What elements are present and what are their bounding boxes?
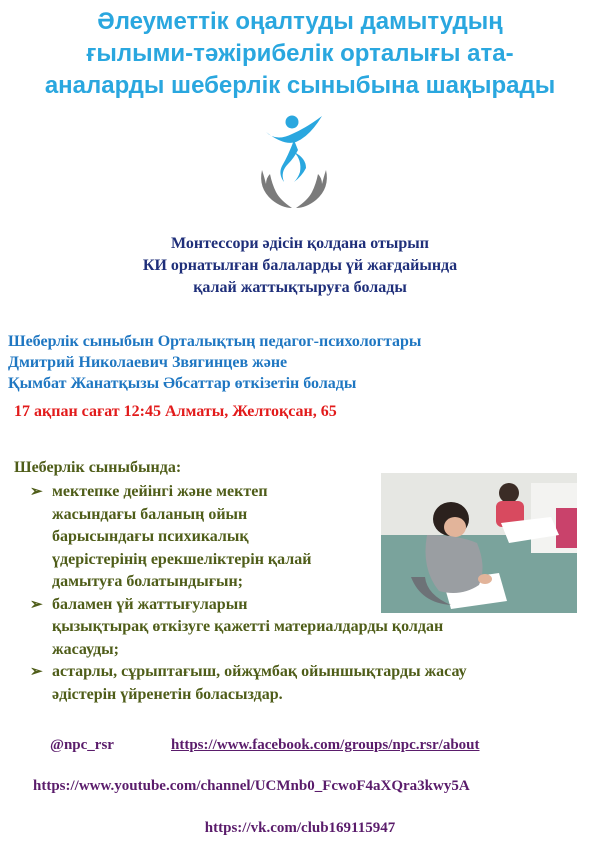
title-line: аналарды шеберлік сыныбына шақырады (44, 72, 556, 99)
youtube-link[interactable]: https://www.youtube.com/channel/UCMnb0_FcwoF4aXQra3kwy5A (33, 778, 470, 794)
vk-link[interactable]: https://vk.com/club169115947 (204, 820, 396, 836)
list-item-line: қызықтырақ өткізуге қажетті материалдарды қолдан (52, 618, 444, 635)
event-details: 17 ақпан сағат 12:45 Алматы, Желтоқсан, 65 (14, 403, 337, 420)
arrow-bullet-icon: ➢ (30, 664, 43, 680)
title-line: Әлеуметтік оңалтуды дамытудың (97, 8, 503, 35)
person-in-hands-icon (254, 112, 334, 217)
logo-head (286, 116, 299, 129)
list-item-line: астарлы, сұрыптағыш, ойжұмбақ ойыншықтарды жасау (52, 663, 467, 680)
hosts-line: Қымбат Жанатқызы Әбсаттар өткізетін болады (8, 375, 357, 392)
list-item-line: мектепке дейінгі және мектеп (52, 483, 268, 500)
list-item (30, 594, 590, 662)
hosts-block (8, 331, 593, 394)
logo-leg (294, 152, 306, 182)
arrow-bullet-icon: ➢ (30, 484, 43, 500)
list-item-line: дамытуға болатындығын; (52, 573, 243, 590)
list-item-line: жасындағы баланың ойын (52, 505, 248, 523)
topic-block (0, 233, 600, 299)
program-list (30, 481, 590, 706)
program-heading: Шеберлік сыныбында: (14, 459, 182, 476)
facebook-link[interactable]: https://www.facebook.com/groups/npc.rsr/about (171, 737, 480, 753)
title-line: ғылыми-тәжірибелік орталығы ата- (86, 40, 514, 67)
topic-line: КИ орнатылған балаларды үй жағдайында (142, 257, 458, 274)
list-item (30, 661, 590, 706)
topic-line: қалай жаттықтыруға болады (193, 279, 407, 296)
logo-left-hand (261, 170, 292, 208)
poster-title (0, 6, 600, 102)
topic-line: Монтессори әдісін қолдана отырып (170, 235, 430, 252)
hosts-line: Шеберлік сыныбын Орталықтың педагог-психологтары (8, 333, 422, 350)
list-item-line: баламен үй жаттығуларын (52, 595, 248, 613)
list-item (30, 481, 590, 594)
list-item-line: үдерістерінің ерекшеліктерін қалай (52, 550, 312, 568)
list-item-line: жасауды; (52, 640, 119, 658)
social-handle: @npc_rsr (50, 737, 114, 753)
arrow-bullet-icon: ➢ (30, 596, 43, 613)
hosts-line: Дмитрий Николаевич Звягинцев және (8, 354, 288, 371)
logo-body (280, 140, 298, 182)
list-item-line: әдістерін үйренетін боласыздар. (52, 685, 283, 703)
list-item-line: барысындағы психикалық (52, 528, 249, 545)
